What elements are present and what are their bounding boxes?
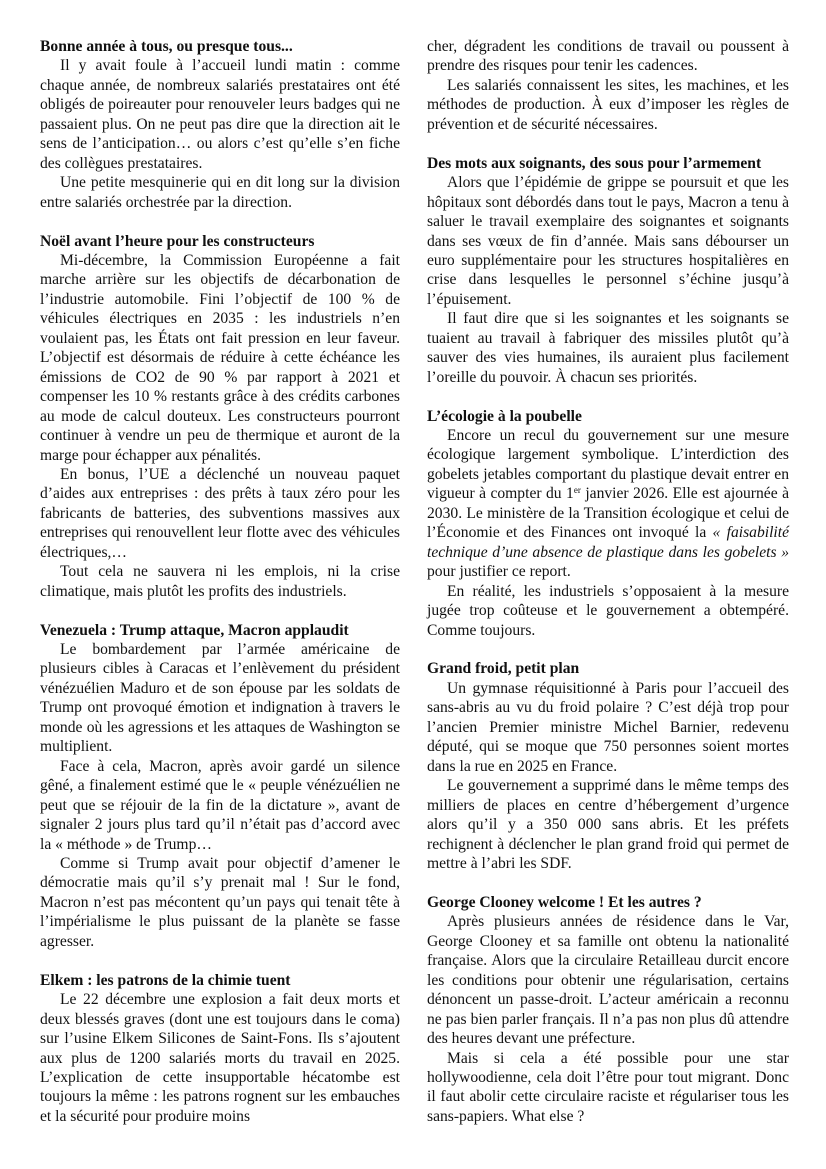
article-elkem (40, 971, 400, 1127)
article-paragraph: Il y avait foule à l’accueil lundi matin : comme chaque année, de nombreux salariés prestataires ont été obligés de poireauter pour renouveler leurs badges qui ne passaient plus. On ne peut pas dire que la direction ait le sens de l’anticipation… ou alors c’est qu’elle s’en fiche des collègues prestataires. (40, 57, 400, 172)
article-soignants (427, 154, 789, 387)
article-paragraph (427, 426, 789, 582)
article-paragraph: Comme si Trump avait pour objectif d’amener le démocratie mais qu’il s’y prenait mal ! Sur le fond, Macron n’est pas mécontent qu’un pays qui tenait tête à l’impérialisme le plus puissant de la planète se fasse agresser. (40, 855, 400, 950)
article-paragraph: Le 22 décembre une explosion a fait deux morts et deux blessés graves (dont une est toujours dans le coma) sur l’usine Elkem Silicones de Saint-Fons. Ils s’ajoutent aux plus de 1200 salariés morts du travail en 2025. L’explication de cette insupportable hécatombe est toujours la même : les patrons rognent sur les embauches et la sécurité pour produire moins (40, 991, 400, 1125)
text-span: pour justifier ce report. (427, 563, 571, 581)
article-paragraph: Le bombardement par l’armée américaine de plusieurs cibles à Caracas et l’enlèvement du président vénézuélien Maduro et de son épouse par les soldats de Trump ont provoqué émotion et indignation à travers le monde où les agressions et les attaques de Washington se multiplient. (40, 641, 400, 756)
article-grand-froid (427, 659, 789, 873)
article-paragraph: Mais si cela a été possible pour une star hollywoodienne, cela doit l’être pour tout migrant. Donc il faut abolir cette circulaire raciste et régulariser tous les sans-papiers. What else ? (427, 1049, 789, 1125)
article-paragraph: En réalité, les industriels s’opposaient à la mesure jugée trop coûteuse et le gouvernement a obtempéré. Comme toujours. (427, 582, 789, 639)
article-title: George Clooney welcome ! Et les autres ? (427, 893, 702, 911)
article-paragraph: Les salariés connaissent les sites, les machines, et les méthodes de production. À eux d’imposer les règles de prévention et de sécurité nécessaires. (427, 76, 789, 133)
article-paragraph: Face à cela, Macron, après avoir gardé un silence gêné, a finalement estimé que le « peuple vénézuélien ne peut que se réjouir de la fin de la dictature », avant de signaler 2 jours plus tard qu’il n’était pas d’accord avec la « méthode » de Trump… (40, 757, 400, 853)
ordinal-superscript: er (573, 485, 581, 496)
article-paragraph: cher, dégradent les conditions de travail ou poussent à prendre des risques pour tenir les cadences. (427, 38, 789, 75)
article-paragraph: Le gouvernement a supprimé dans le même temps des milliers de places en centre d’hébergement d’urgence alors qu’il y a 350 000 sans abris. Et les préfets rechignent à déclencher le plan grand froid qui permet de mettre à l’abri les SDF. (427, 777, 789, 872)
article-paragraph: Tout cela ne sauvera ni les emplois, ni la crise climatique, mais plutôt les profits des industriels. (40, 563, 400, 600)
article-paragraph: Une petite mesquinerie qui en dit long sur la division entre salariés orchestrée par la direction. (40, 174, 400, 211)
article-paragraph: En bonus, l’UE a déclenché un nouveau paquet d’aides aux entreprises : des prêts à taux zéro pour les fabricants de batteries, des subventions massives aux entreprises qui renouvellent leur flotte avec des véhicules électriques,… (40, 465, 400, 561)
article-paragraph: Un gymnase réquisitionné à Paris pour l’accueil des sans-abris au vu du froid polaire ? C’est déjà trop pour l’ancien Premier ministre Michel Barnier, redevenu député, qui se moque que 750 personnes soient mortes dans la rue en 2025 en France. (427, 679, 789, 775)
article-title: Elkem : les patrons de la chimie tuent (40, 971, 291, 989)
article-title: Grand froid, petit plan (427, 660, 580, 678)
article-ecologie (427, 407, 789, 640)
article-title: Noël avant l’heure pour les constructeurs (40, 232, 315, 250)
article-title: Des mots aux soignants, des sous pour l’armement (427, 154, 762, 172)
article-noel-constructeurs (40, 232, 400, 602)
article-bonne-annee (40, 37, 400, 212)
text-span: Encore un recul du gouvernement sur une mesure écologique largement symbolique. L’interdiction des gobelets jetables comportant du plastique devait entrer en vigueur à compter du 1 (427, 427, 789, 503)
article-venezuela (40, 621, 400, 952)
article-paragraph: Il faut dire que si les soignantes et les soignants se tuaient au travail à fabriquer des missiles plutôt qu’à sauver des vies humaines, ils auraient plus facilement l’oreille du pouvoir. À chacun ses priorités. (427, 310, 789, 386)
article-elkem-continuation (427, 37, 789, 134)
article-paragraph: Mi-décembre, la Commission Européenne a fait marche arrière sur les objectifs de décarbonation de l’industrie automobile. Fini l’objectif de 100 % de véhicules électriques en 2035 : les industriels n’en voulaient pas, les États ont fait pression en leur faveur. L’objectif est désormais de réduire à cette échéance les émissions de CO2 de 90 % par rapport à 2021 et compenser les 10 % restants grâce à des crédits carbones au mode de calcul douteux. Les constructeurs pourront continuer à vendre un peu de thermique et auront de la marge pour échapper aux pénalités. (40, 251, 400, 464)
left-column (40, 37, 400, 1146)
article-title: L’écologie à la poubelle (427, 407, 582, 425)
right-column (427, 37, 789, 1146)
text-span: janvier 2026. Elle est ajournée à 2030. Le ministère de la Transition écologique et celui de l’Économie et des Finances ont invoqué la (427, 485, 789, 542)
article-clooney (427, 893, 789, 1126)
article-paragraph: Après plusieurs années de résidence dans le Var, George Clooney et sa famille ont obtenu la nationalité française. Alors que la circulaire Retailleau durcit encore les conditions pour obtenir une régularisation, certains dénoncent un passe-droit. L’acteur américain a reconnu ne pas bien parler français. Il n’a pas non plus dû attendre des heures devant une préfecture. (427, 913, 789, 1048)
article-paragraph: Alors que l’épidémie de grippe se poursuit et que les hôpitaux sont débordés dans tout le pays, Macron a tenu à saluer le travail exemplaire des soignantes et soignants dans ses vœux de fin d’année. Mais sans débourser un euro supplémentaire pour les structures hospitalières en crise dans lesquelles le personnel s’échine jusqu’à l’épuisement. (427, 174, 789, 308)
article-title: Bonne année à tous, ou presque tous... (40, 38, 293, 55)
quote-italic: « faisabilité technique d’une absence de plastique dans les gobelets » (427, 524, 789, 561)
article-title: Venezuela : Trump attaque, Macron applaudit (40, 621, 349, 639)
